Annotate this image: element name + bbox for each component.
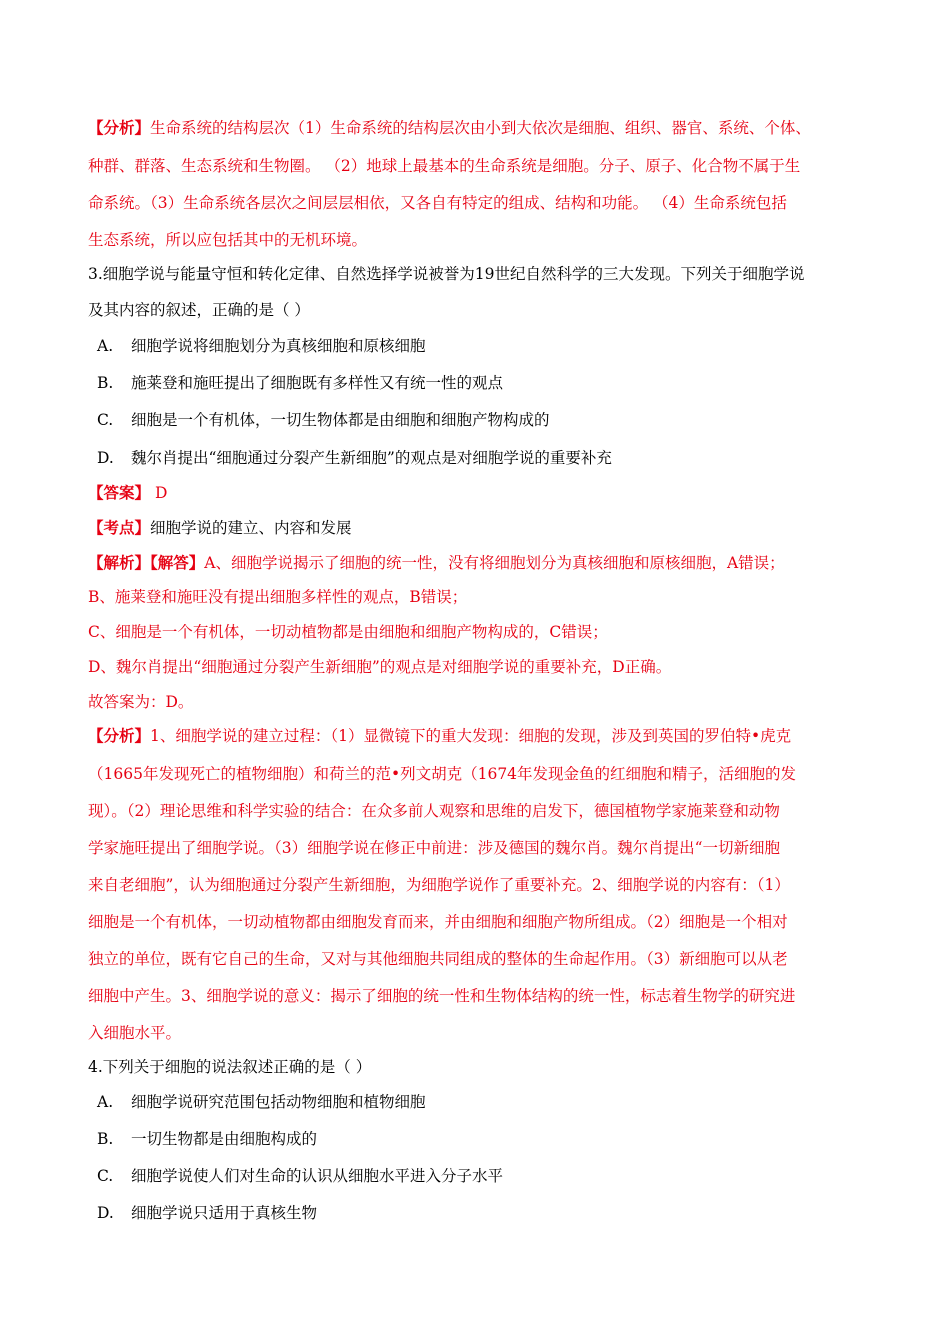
q4-stem: 4.下列关于细胞的说法叙述正确的是（ ） — [88, 1058, 372, 1076]
q3-kaodian: 【考点】细胞学说的建立、内容和发展 — [88, 518, 352, 537]
q3-stem-line-1: 3.细胞学说与能量守恒和转化定律、自然选择学说被誉为19世纪自然科学的三大发现。下列关于细胞学说 — [88, 265, 805, 283]
q3-analysis-line-6: 细胞是一个有机体，一切动植物都由细胞发育而来，并由细胞和细胞产物所组成。（2）细胞是一个相对 — [88, 913, 788, 931]
analysis-tag: 【分析】 — [88, 118, 151, 137]
q3-stem-line-2: 及其内容的叙述，正确的是（ ） — [88, 301, 310, 319]
q3-analysis-line-2: （1665年发现死亡的植物细胞）和荷兰的范•列文胡克（1674年发现金鱼的红细胞和精子，活细胞的发 — [88, 765, 797, 783]
q2-analysis-line-1: 【分析】生命系统的结构层次（1）生命系统的结构层次由小到大依次是细胞、组织、器官、系统、个体、 — [88, 118, 811, 137]
q2-analysis-line-4: 生态系统，所以应包括其中的无机环境。 — [88, 231, 368, 249]
q3-analysis-line-5: 来自老细胞”，认为细胞通过分裂产生新细胞，为细胞学说作了重要补充。2、细胞学说的内容有：（1） — [88, 876, 790, 894]
q2-analysis-line-2: 种群、群落、生态系统和生物圈。 （2）地球上最基本的生命系统是细胞。分子、原子、化合物不属于生 — [88, 157, 801, 175]
q3-analysis-line-4: 学家施旺提出了细胞学说。（3）细胞学说在修正中前进：涉及德国的魏尔肖。魏尔肖提出“一切新细胞 — [88, 839, 781, 857]
q3-analysis-line-1: 【分析】1、细胞学说的建立过程：（1）显微镜下的重大发现：细胞的发现，涉及到英国的罗伯特•虎克 — [88, 726, 792, 745]
q2-analysis-line-3: 命系统。（3）生命系统各层次之间层层相依，又各自有特定的组成、结构和功能。 （4）生命系统包括 — [88, 194, 787, 212]
document-page: 【分析】生命系统的结构层次（1）生命系统的结构层次由小到大依次是细胞、组织、器官、系统、个体、 种群、群落、生态系统和生物圈。 （2）地球上最基本的生命系统是细胞。分子、原子、化合物不属于生 命系统。（3）生命系统各层次之间层层相依，又各自有特定的组成、结构和功能。 （4）生命系统包括 生态系统，所以应包括其中的无机环境。 3.细胞学说与能量守恒和转化定律、自然选择学说被誉为19世纪自然科学的三大发现。下列关于细胞学说 及其内容的叙述，正确的是（ ） A. 细胞学说将细胞划分为真核细胞和原核细胞 B. 施莱登和施旺提出了细胞既有多样性又有统一性的观点 C. 细胞是一个有机体，一切生物体都是由细胞和细胞产物构成的 D. 魏尔肖提出“细胞通过分裂产生新细胞”的观点是对细胞学说的重要补充 【答案】 D 【考点】细胞学说的建立、内容和发展 【解析】【解答】A、细胞学说揭示了细胞的统一性，没有将细胞划分为真核细胞和原核细胞，A错误； B、施莱登和施旺没有提出细胞多样性的观点，B错误； C、细胞是一个有机体，一切动植物都是由细胞和细胞产物构成的，C错误； D、魏尔肖提出“细胞通过分裂产生新细胞”的观点是对细胞学说的重要补充，D正确。 故答案为：D。 【分析】1、细胞学说的建立过程：（1）显微镜下的重大发现：细胞的发现，涉及到英国的罗伯特•虎克 （1665年发现死亡的植物细胞）和荷兰的范•列文胡克（1674年发现金鱼的红细胞和精子，活细胞的发 现）。（2）理论思维和科学实验的结合：在众多前人观察和思维的启发下，德国植物学家施莱登和动物 学家施旺提出了细胞学说。（3）细胞学说在修正中前进：涉及德国的魏尔肖。魏尔肖提出“一切新细胞 来自老细胞”，认为细胞通过分裂产生新细胞，为细胞学说作了重要补充。2、细胞学说的内容有：（1） 细胞是一个有机体，一切动植物都由细胞发育而来，并由细胞和细胞产物所组成。（2）细胞是一个相对 独立的单位，既有它自己的生命，又对与其他细胞共同组成的整体的生命起作用。（3）新细胞可以从老 细胞中产生。3、细胞学说的意义：揭示了细胞的统一性和生物体结构的统一性，标志着生物学的研究进 入细胞水平。 4.下列关于细胞的说法叙述正确的是（ ） A. 细胞学说研究范围包括动物细胞和植物细胞 B. 一切生物都是由细胞构成的 C. 细胞学说使人们对生命的认识从细胞水平进入分子水平 D. 细胞学说只适用于真核生物 — [88, 118, 811, 1222]
q3-jiexi-line-4: D、魏尔肖提出“细胞通过分裂产生新细胞”的观点是对细胞学说的重要补充，D正确。 — [88, 658, 672, 676]
q3-conclusion: 故答案为：D。 — [88, 693, 194, 711]
q3-answer: 【答案】 D — [88, 483, 168, 502]
q3-analysis-line-8: 细胞中产生。3、细胞学说的意义：揭示了细胞的统一性和生物体结构的统一性，标志着生物学的研究进 — [88, 987, 796, 1005]
q3-analysis-line-9: 入细胞水平。 — [88, 1024, 182, 1042]
q3-jiexi-line-1: 【解析】【解答】A、细胞学说揭示了细胞的统一性，没有将细胞划分为真核细胞和原核细胞，A错误； — [88, 553, 785, 572]
q3-jiexi-line-2: B、施莱登和施旺没有提出细胞多样性的观点，B错误； — [88, 588, 468, 606]
q3-jiexi-line-3: C、细胞是一个有机体，一切动植物都是由细胞和细胞产物构成的，C错误； — [88, 623, 608, 641]
q3-analysis-line-7: 独立的单位，既有它自己的生命，又对与其他细胞共同组成的整体的生命起作用。（3）新细胞可以从老 — [88, 950, 788, 968]
q3-analysis-line-3: 现）。（2）理论思维和科学实验的结合：在众多前人观察和思维的启发下，德国植物学家施莱登和动物 — [88, 802, 780, 820]
